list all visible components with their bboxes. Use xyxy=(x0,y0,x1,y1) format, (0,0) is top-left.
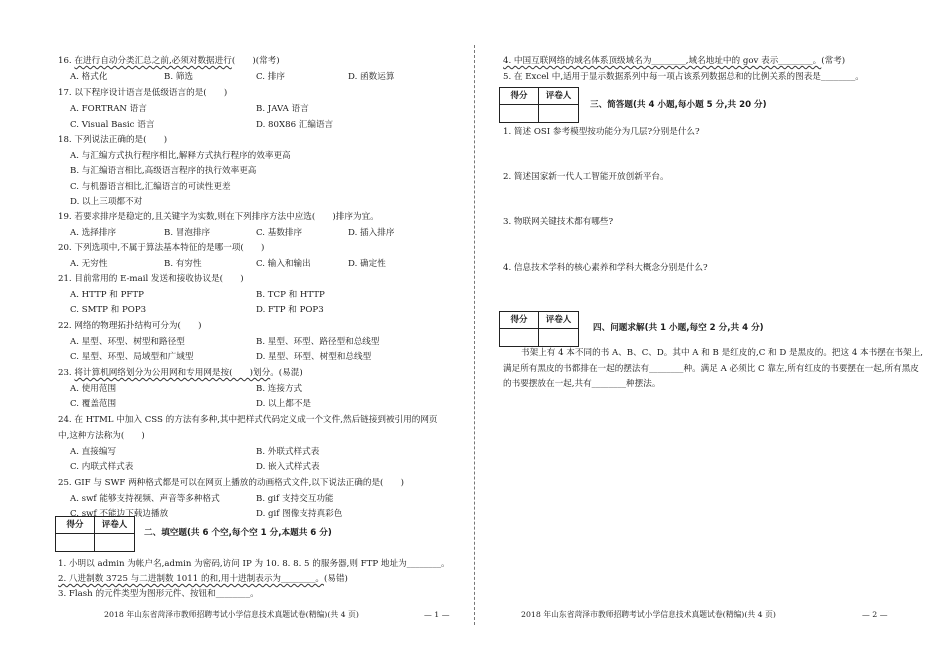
question-17: 17. 以下程序设计语言是低级语言的是( ) xyxy=(58,88,228,98)
option-a: A. swf 能够支持视频、声音等多种格式 xyxy=(70,494,220,504)
grader-label: 评卷人 xyxy=(95,517,134,534)
option-a: A. 格式化 xyxy=(70,72,108,82)
question-18: 18. 下列说法正确的是( ) xyxy=(58,135,168,145)
question-22: 22. 网络的物理拓扑结构可分为( ) xyxy=(58,321,202,331)
score-cell xyxy=(500,329,539,346)
option-a: A. FORTRAN 语言 xyxy=(70,104,147,114)
option-c: C. 基数排序 xyxy=(256,228,303,238)
fill-question-1: 1. 小明以 admin 为帐户名,admin 为密码,访问 IP 为 10. 8. 8. 5 的服务器,则 FTP 地址为________。 xyxy=(58,559,450,569)
fill-question-3: 3. Flash 的元件类型为图形元件、按钮和________。 xyxy=(58,589,259,599)
score-label: 得分 xyxy=(500,312,539,329)
grader-label: 评卷人 xyxy=(539,312,578,329)
question-21: 21. 目前常用的 E-mail 发送和接收协议是( ) xyxy=(58,274,244,284)
section-title: 三、简答题(共 4 小题,每小题 5 分,共 20 分) xyxy=(590,100,767,110)
option-a: A. 星型、环型、树型和路径型 xyxy=(70,337,185,347)
option-d: D. gif 图像支持真彩色 xyxy=(256,509,343,519)
option-b: B. 外联式样式表 xyxy=(256,447,320,457)
page-number: — 1 — xyxy=(424,610,450,619)
short-answer-4: 4. 信息技术学科的核心素养和学科大概念分别是什么? xyxy=(503,263,708,273)
problem-text: 书架上有 4 本不同的书 A、B、C、D。其中 A 和 B 是红皮的,C 和 D 是黑皮的。把这 4 本书摆在书架上,满足所有黑皮的书都排在一起的摆法有________种。满足 A 必须比 C 靠左,所有红皮的书要摆在一起,所有黑皮的书要摆放在一起,共有________种摆法。 xyxy=(503,348,923,389)
option-a: A. 与汇编方式执行程序相比,解释方式执行程序的效率更高 xyxy=(70,151,291,161)
option-b: B. 筛选 xyxy=(164,72,193,82)
section-title: 四、问题求解(共 1 小题,每空 2 分,共 4 分) xyxy=(593,323,764,333)
score-cell xyxy=(500,105,539,122)
option-b: B. 星型、环型、路径型和总线型 xyxy=(256,337,380,347)
option-c: C. 输入和输出 xyxy=(256,259,311,269)
option-a: A. HTTP 和 PFTP xyxy=(70,290,144,300)
option-a: A. 无穷性 xyxy=(70,259,108,269)
fill-question-4: 4. 中国互联网络的域名体系顶级域名为________,域名地址中的 gov 表示________。(常考) xyxy=(503,56,846,66)
short-answer-3: 3. 物联网关键技术都有哪些? xyxy=(503,217,614,227)
fill-question-2: 2. 八进制数 3725 与二进制数 1011 的和,用十进制表示为________。(易错) xyxy=(58,574,348,584)
option-b: B. 与汇编语言相比,高级语言程序的执行效率更高 xyxy=(70,166,257,176)
grader-cell xyxy=(539,105,578,122)
option-d: D. 星型、环型、树型和总线型 xyxy=(256,352,372,362)
score-box xyxy=(55,516,135,552)
option-a: A. 选择排序 xyxy=(70,228,117,238)
score-box xyxy=(499,311,579,347)
option-c: C. 覆盖范围 xyxy=(70,399,117,409)
option-d: D. FTP 和 POP3 xyxy=(256,305,324,315)
grader-cell xyxy=(539,329,578,346)
option-d: D. 以上都不是 xyxy=(256,399,312,409)
option-c: C. 排序 xyxy=(256,72,285,82)
option-d: D. 插入排序 xyxy=(348,228,395,238)
question-24-continued: 中,这种方法称为( ) xyxy=(58,431,145,441)
score-cell xyxy=(56,534,95,551)
page-number: — 2 — xyxy=(862,610,888,619)
question-16: 16. 在进行自动分类汇总之前,必须对数据进行( )(常考) xyxy=(58,56,280,66)
page-footer: 2018 年山东省菏泽市教师招聘考试小学信息技术真题试卷(精编)(共 4 页) xyxy=(104,610,359,619)
option-b: B. 连接方式 xyxy=(256,384,303,394)
option-c: C. 内联式样式表 xyxy=(70,462,134,472)
grader-label: 评卷人 xyxy=(539,88,578,105)
score-label: 得分 xyxy=(500,88,539,105)
question-24: 24. 在 HTML 中加入 CSS 的方法有多种,其中把样式代码定义成一个文件,然后链接到被引用的网页 xyxy=(58,415,438,425)
question-19: 19. 若要求排序是稳定的,且关键字为实数,则在下列排序方法中应选( )排序为宜。 xyxy=(58,212,379,222)
short-answer-2: 2. 简述国家新一代人工智能开放创新平台。 xyxy=(503,172,669,182)
option-a: A. 使用范围 xyxy=(70,384,117,394)
option-c: C. 与机器语言相比,汇编语言的可读性更差 xyxy=(70,182,231,192)
option-b: B. TCP 和 HTTP xyxy=(256,290,325,300)
option-d: D. 嵌入式样式表 xyxy=(256,462,320,472)
page-footer: 2018 年山东省菏泽市教师招聘考试小学信息技术真题试卷(精编)(共 4 页) xyxy=(521,610,776,619)
score-box xyxy=(499,87,579,123)
option-d: D. 确定性 xyxy=(348,259,386,269)
option-c: C. SMTP 和 POP3 xyxy=(70,305,147,315)
option-b: B. 冒泡排序 xyxy=(164,228,211,238)
question-20: 20. 下列选项中,不属于算法基本特征的是哪一项( ) xyxy=(58,243,265,253)
option-d: D. 80X86 汇编语言 xyxy=(256,120,334,130)
question-23: 23. 将计算机网络划分为公用网和专用网是按( )划分。(易混) xyxy=(58,368,303,378)
grader-cell xyxy=(95,534,134,551)
option-a: A. 直接编写 xyxy=(70,447,117,457)
option-b: B. JAVA 语言 xyxy=(256,104,309,114)
option-c: C. 星型、环型、局域型和广域型 xyxy=(70,352,194,362)
option-b: B. 有穷性 xyxy=(164,259,202,269)
score-label: 得分 xyxy=(56,517,95,534)
option-d: D. 函数运算 xyxy=(348,72,395,82)
section-title: 二、填空题(共 6 个空,每个空 1 分,本题共 6 分) xyxy=(144,528,332,538)
question-25: 25. GIF 与 SWF 两种格式都是可以在网页上播放的动画格式文件,以下说法正确的是( ) xyxy=(58,478,404,488)
option-c: C. swf 不能边下载边播放 xyxy=(70,509,169,519)
option-b: B. gif 支持交互功能 xyxy=(256,494,334,504)
short-answer-1: 1. 简述 OSI 参考模型按功能分为几层?分别是什么? xyxy=(503,127,700,137)
fill-question-5: 5. 在 Excel 中,适用于显示数据系列中每一项占该系列数据总和的比例关系的图表是________。 xyxy=(503,72,864,82)
option-d: D. 以上三项都不对 xyxy=(70,197,143,207)
option-c: C. Visual Basic 语言 xyxy=(70,120,155,130)
